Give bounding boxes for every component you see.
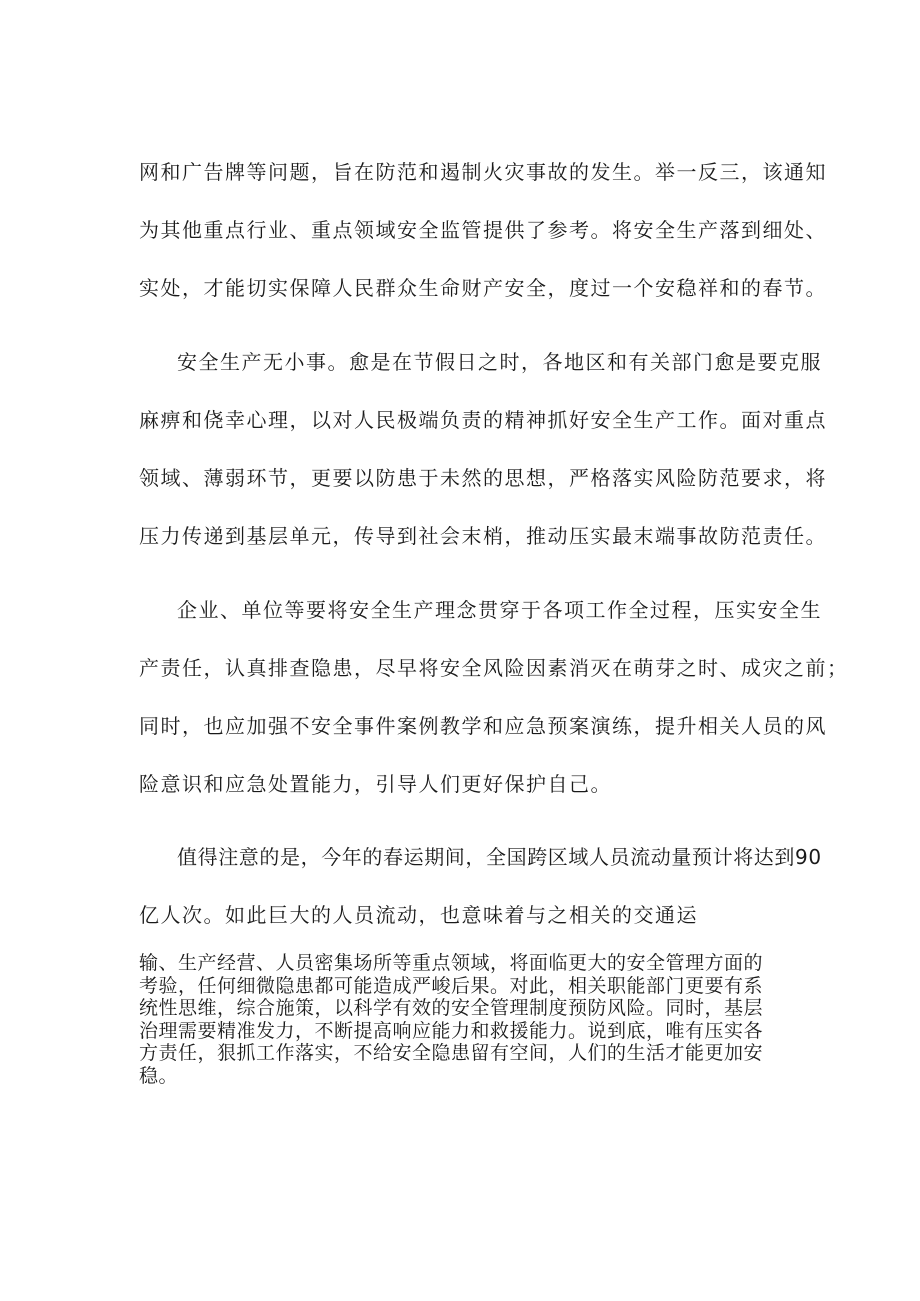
paragraph-5-line-4: 治理需要精准发力，不断提高响应能力和救援能力。说到底，唯有压实各 xyxy=(139,1019,764,1042)
paragraph-4-line-2: 亿人次。如此巨大的人员流动，也意味着与之相关的交通运 xyxy=(139,903,698,927)
paragraph-1-line-3: 实处，才能切实保障人民群众生命财产安全，度过一个安稳祥和的春节。 xyxy=(139,276,827,300)
paragraph-5-line-5: 方责任，狠抓工作落实，不给安全隐患留有空间，人们的生活才能更加安 xyxy=(139,1042,764,1064)
paragraph-2-line-3: 领域、薄弱环节，更要以防患于未然的思想，严格落实风险防范要求，将 xyxy=(139,466,827,490)
paragraph-2-line-4: 压力传递到基层单元，传导到社会末梢，推动压实最末端事故防范责任。 xyxy=(139,524,827,548)
paragraph-1-line-2: 为其他重点行业、重点领域安全监管提供了参考。将安全生产落到细处、 xyxy=(139,218,827,242)
paragraph-3-line-2: 产责任，认真排查隐患，尽早将安全风险因素消灭在萌芽之时、成灾之前； xyxy=(139,656,849,680)
paragraph-1-line-1: 网和广告牌等问题，旨在防范和遏制火灾事故的发生。举一反三，该通知 xyxy=(139,160,827,184)
paragraph-4-line-1: 值得注意的是，今年的春运期间，全国跨区域人员流动量预计将达到90 xyxy=(177,845,822,869)
paragraph-2-line-2: 麻痹和侥幸心理，以对人民极端负责的精神抓好安全生产工作。面对重点 xyxy=(139,408,827,432)
paragraph-3-line-3: 同时，也应加强不安全事件案例教学和应急预案演练，提升相关人员的风 xyxy=(139,714,827,738)
paragraph-5-line-3: 统性思维，综合施策，以科学有效的安全管理制度预防风险。同时，基层 xyxy=(139,997,764,1019)
paragraph-5 xyxy=(139,952,794,1087)
paragraph-5-line-2: 考验，任何细微隐患都可能造成严峻后果。对此，相关职能部门更要有系 xyxy=(139,974,764,997)
paragraph-3-line-4: 险意识和应急处置能力，引导人们更好保护自己。 xyxy=(139,772,612,796)
paragraph-2-line-1: 安全生产无小事。愈是在节假日之时，各地区和有关部门愈是要克服 xyxy=(177,350,822,374)
paragraph-5-line-6: 稳。 xyxy=(139,1064,179,1087)
paragraph-3-line-1: 企业、单位等要将安全生产理念贯穿于各项工作全过程，压实安全生 xyxy=(177,598,822,622)
paragraph-5-line-1: 输、生产经营、人员密集场所等重点领域，将面临更大的安全管理方面的 xyxy=(139,952,764,974)
